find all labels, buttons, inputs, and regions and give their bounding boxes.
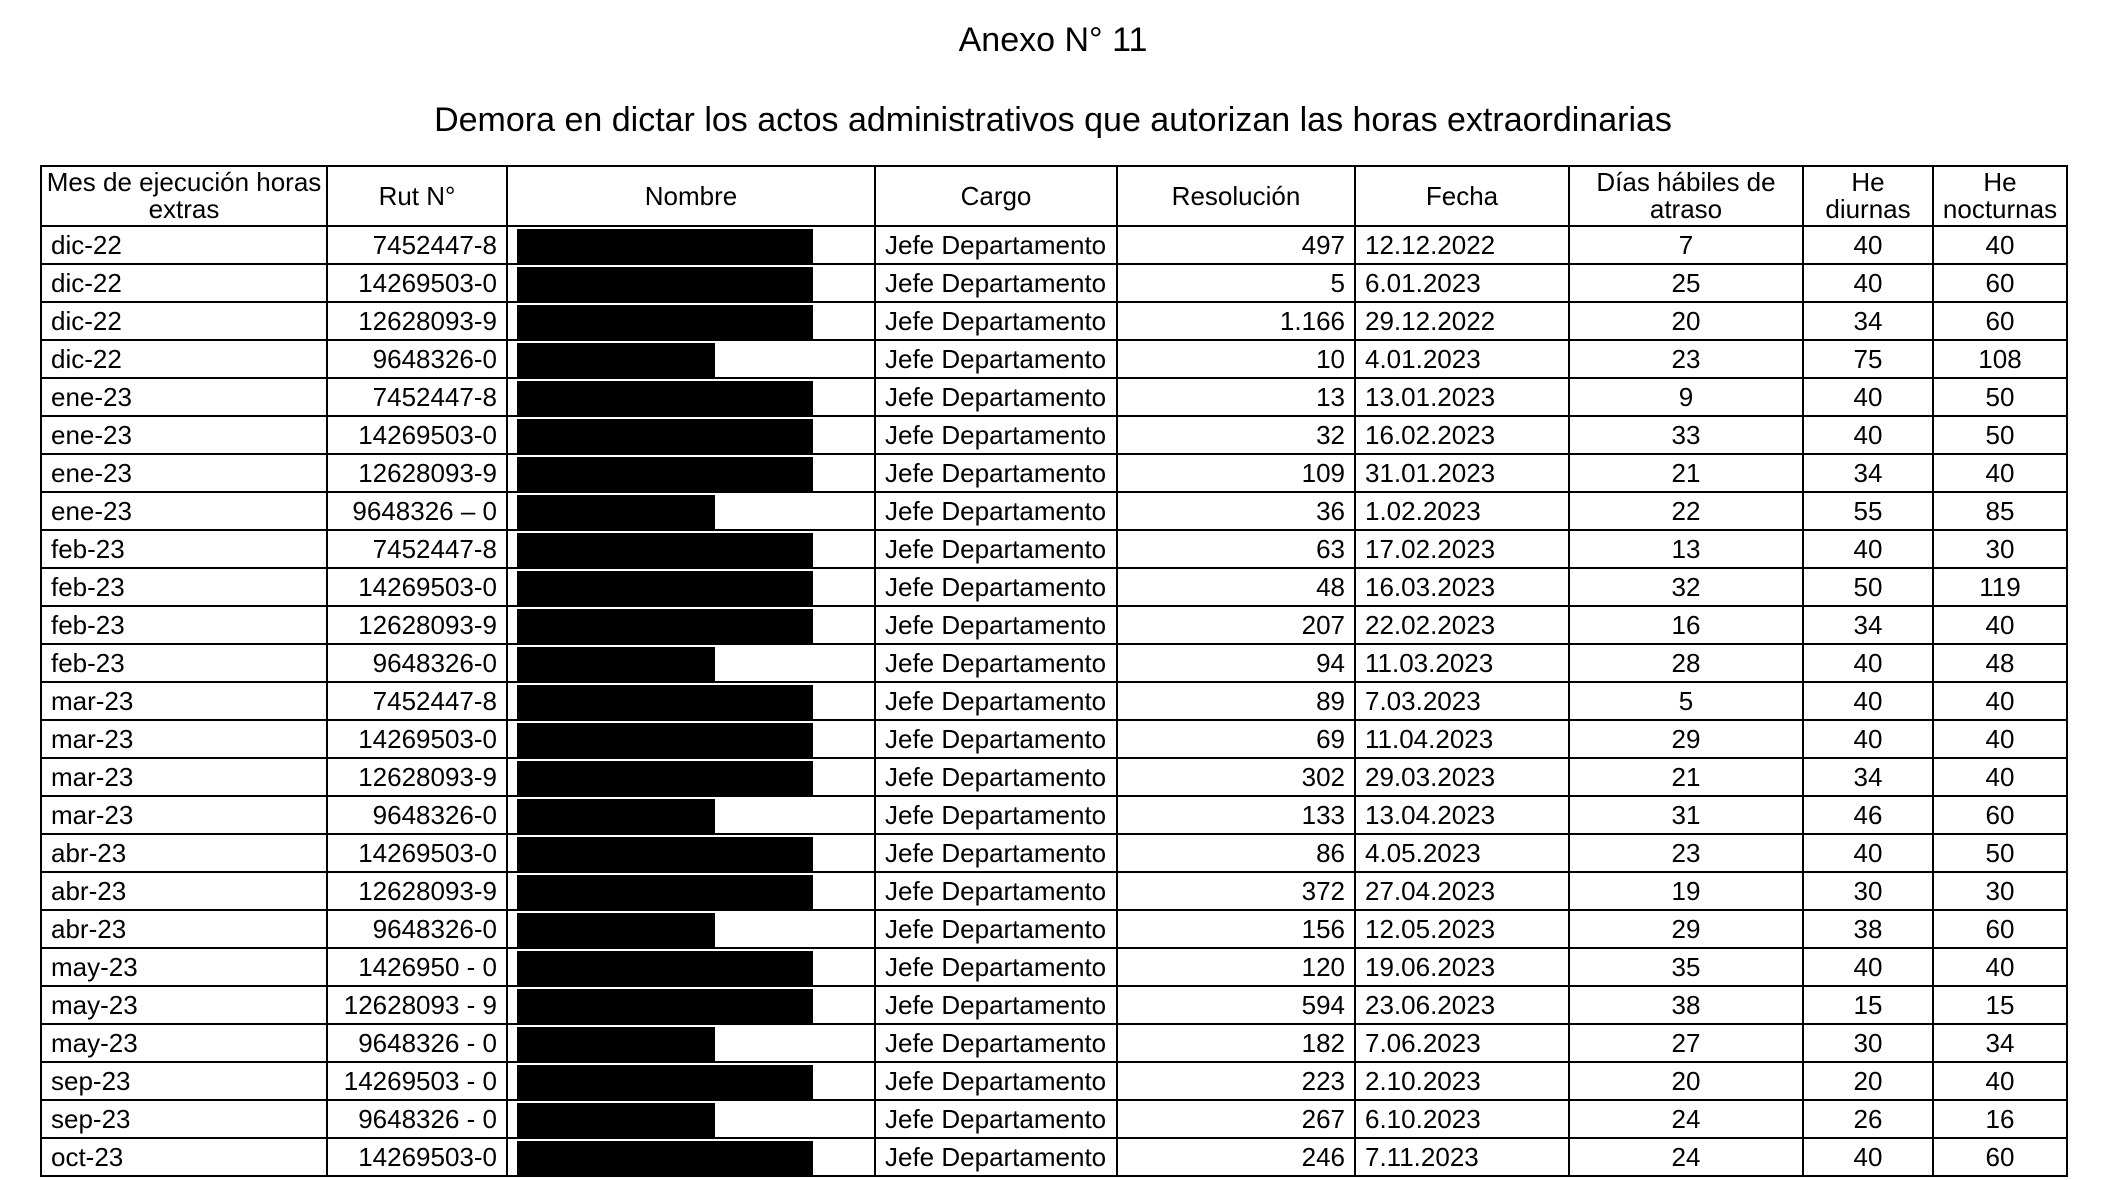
cell-he-diurnas: 46 <box>1803 796 1933 834</box>
header-mes: Mes de ejecución horas extras <box>41 166 327 226</box>
cell-nombre <box>507 986 875 1024</box>
cell-cargo: Jefe Departamento <box>875 1100 1117 1138</box>
cell-he-nocturnas: 50 <box>1933 378 2067 416</box>
cell-rut: 12628093-9 <box>327 872 507 910</box>
cell-dias: 29 <box>1569 720 1803 758</box>
cell-nombre <box>507 1062 875 1100</box>
table-row <box>41 1024 2067 1062</box>
cell-fecha: 16.03.2023 <box>1355 568 1569 606</box>
cell-fecha: 2.10.2023 <box>1355 1062 1569 1100</box>
cell-he-nocturnas: 50 <box>1933 416 2067 454</box>
cell-he-nocturnas: 40 <box>1933 606 2067 644</box>
cell-dias: 9 <box>1569 378 1803 416</box>
cell-he-diurnas: 34 <box>1803 302 1933 340</box>
cell-dias: 31 <box>1569 796 1803 834</box>
cell-mes: mar-23 <box>41 720 327 758</box>
cell-mes: dic-22 <box>41 302 327 340</box>
redaction-bar <box>517 343 715 377</box>
cell-cargo: Jefe Departamento <box>875 682 1117 720</box>
cell-fecha: 7.06.2023 <box>1355 1024 1569 1062</box>
cell-dias: 28 <box>1569 644 1803 682</box>
cell-rut: 14269503-0 <box>327 568 507 606</box>
cell-mes: feb-23 <box>41 606 327 644</box>
redaction-bar <box>517 647 715 681</box>
table-row <box>41 948 2067 986</box>
cell-fecha: 12.05.2023 <box>1355 910 1569 948</box>
cell-mes: dic-22 <box>41 340 327 378</box>
cell-fecha: 4.05.2023 <box>1355 834 1569 872</box>
cell-nombre <box>507 340 875 378</box>
cell-he-nocturnas: 50 <box>1933 834 2067 872</box>
cell-mes: may-23 <box>41 986 327 1024</box>
cell-dias: 19 <box>1569 872 1803 910</box>
cell-nombre <box>507 1138 875 1176</box>
document-subtitle: Demora en dictar los actos administrativos que autorizan las horas extraordinarias <box>434 101 1672 139</box>
cell-he-nocturnas: 16 <box>1933 1100 2067 1138</box>
redaction-bar <box>517 229 813 263</box>
cell-resolucion: 594 <box>1117 986 1355 1024</box>
cell-mes: ene-23 <box>41 416 327 454</box>
cell-resolucion: 267 <box>1117 1100 1355 1138</box>
cell-cargo: Jefe Departamento <box>875 302 1117 340</box>
redaction-bar <box>517 419 813 453</box>
table-row <box>41 910 2067 948</box>
cell-dias: 25 <box>1569 264 1803 302</box>
cell-fecha: 13.01.2023 <box>1355 378 1569 416</box>
cell-rut: 12628093-9 <box>327 454 507 492</box>
cell-he-diurnas: 40 <box>1803 378 1933 416</box>
redaction-bar <box>517 1141 813 1175</box>
cell-rut: 12628093-9 <box>327 302 507 340</box>
table-row <box>41 986 2067 1024</box>
cell-cargo: Jefe Departamento <box>875 226 1117 264</box>
cell-resolucion: 497 <box>1117 226 1355 264</box>
cell-mes: dic-22 <box>41 226 327 264</box>
cell-nombre <box>507 948 875 986</box>
cell-fecha: 19.06.2023 <box>1355 948 1569 986</box>
cell-resolucion: 13 <box>1117 378 1355 416</box>
cell-mes: ene-23 <box>41 378 327 416</box>
cell-nombre <box>507 416 875 454</box>
cell-he-nocturnas: 40 <box>1933 758 2067 796</box>
table-body <box>41 226 2067 1176</box>
cell-resolucion: 302 <box>1117 758 1355 796</box>
cell-cargo: Jefe Departamento <box>875 644 1117 682</box>
cell-resolucion: 94 <box>1117 644 1355 682</box>
cell-mes: ene-23 <box>41 454 327 492</box>
header-rut: Rut N° <box>327 166 507 226</box>
cell-he-nocturnas: 60 <box>1933 796 2067 834</box>
cell-dias: 38 <box>1569 986 1803 1024</box>
cell-cargo: Jefe Departamento <box>875 1062 1117 1100</box>
cell-he-nocturnas: 40 <box>1933 1062 2067 1100</box>
cell-rut: 7452447-8 <box>327 530 507 568</box>
cell-he-nocturnas: 85 <box>1933 492 2067 530</box>
cell-he-nocturnas: 15 <box>1933 986 2067 1024</box>
cell-fecha: 29.03.2023 <box>1355 758 1569 796</box>
cell-he-nocturnas: 40 <box>1933 454 2067 492</box>
redaction-bar <box>517 913 715 947</box>
cell-fecha: 7.11.2023 <box>1355 1138 1569 1176</box>
cell-resolucion: 48 <box>1117 568 1355 606</box>
redaction-bar <box>517 1065 813 1099</box>
cell-nombre <box>507 1024 875 1062</box>
cell-dias: 27 <box>1569 1024 1803 1062</box>
cell-he-diurnas: 40 <box>1803 264 1933 302</box>
overtime-delay-table <box>40 165 2068 1177</box>
redaction-bar <box>517 571 813 605</box>
cell-he-diurnas: 50 <box>1803 568 1933 606</box>
cell-dias: 32 <box>1569 568 1803 606</box>
cell-resolucion: 63 <box>1117 530 1355 568</box>
cell-mes: oct-23 <box>41 1138 327 1176</box>
table-row <box>41 682 2067 720</box>
cell-fecha: 17.02.2023 <box>1355 530 1569 568</box>
cell-fecha: 7.03.2023 <box>1355 682 1569 720</box>
cell-he-nocturnas: 60 <box>1933 910 2067 948</box>
cell-mes: abr-23 <box>41 910 327 948</box>
cell-mes: feb-23 <box>41 530 327 568</box>
cell-mes: mar-23 <box>41 758 327 796</box>
cell-he-nocturnas: 60 <box>1933 264 2067 302</box>
cell-resolucion: 69 <box>1117 720 1355 758</box>
cell-he-diurnas: 34 <box>1803 454 1933 492</box>
cell-rut: 9648326-0 <box>327 644 507 682</box>
redaction-bar <box>517 799 715 833</box>
cell-mes: abr-23 <box>41 834 327 872</box>
cell-dias: 35 <box>1569 948 1803 986</box>
cell-he-diurnas: 26 <box>1803 1100 1933 1138</box>
cell-he-diurnas: 15 <box>1803 986 1933 1024</box>
cell-he-diurnas: 38 <box>1803 910 1933 948</box>
cell-dias: 7 <box>1569 226 1803 264</box>
cell-resolucion: 86 <box>1117 834 1355 872</box>
cell-dias: 16 <box>1569 606 1803 644</box>
redaction-bar <box>517 609 813 643</box>
cell-cargo: Jefe Departamento <box>875 796 1117 834</box>
cell-mes: ene-23 <box>41 492 327 530</box>
table-row <box>41 416 2067 454</box>
cell-rut: 9648326-0 <box>327 340 507 378</box>
table-row <box>41 1062 2067 1100</box>
cell-he-diurnas: 30 <box>1803 1024 1933 1062</box>
cell-resolucion: 5 <box>1117 264 1355 302</box>
table-row <box>41 834 2067 872</box>
redaction-bar <box>517 685 813 719</box>
table-row <box>41 530 2067 568</box>
redaction-bar <box>517 457 813 491</box>
cell-he-diurnas: 75 <box>1803 340 1933 378</box>
cell-he-nocturnas: 30 <box>1933 872 2067 910</box>
table-row <box>41 226 2067 264</box>
cell-nombre <box>507 872 875 910</box>
cell-nombre <box>507 302 875 340</box>
cell-fecha: 13.04.2023 <box>1355 796 1569 834</box>
cell-fecha: 23.06.2023 <box>1355 986 1569 1024</box>
cell-cargo: Jefe Departamento <box>875 986 1117 1024</box>
redaction-bar <box>517 951 813 985</box>
cell-dias: 24 <box>1569 1100 1803 1138</box>
cell-resolucion: 223 <box>1117 1062 1355 1100</box>
table-row <box>41 454 2067 492</box>
cell-mes: may-23 <box>41 1024 327 1062</box>
cell-resolucion: 120 <box>1117 948 1355 986</box>
cell-fecha: 6.10.2023 <box>1355 1100 1569 1138</box>
cell-fecha: 31.01.2023 <box>1355 454 1569 492</box>
cell-mes: sep-23 <box>41 1100 327 1138</box>
header-nombre: Nombre <box>507 166 875 226</box>
table-row <box>41 492 2067 530</box>
table-row <box>41 720 2067 758</box>
redaction-bar <box>517 1103 715 1137</box>
cell-dias: 21 <box>1569 454 1803 492</box>
cell-mes: mar-23 <box>41 682 327 720</box>
cell-he-nocturnas: 40 <box>1933 682 2067 720</box>
document-title: Anexo N° 11 <box>958 21 1148 59</box>
cell-resolucion: 10 <box>1117 340 1355 378</box>
cell-nombre <box>507 644 875 682</box>
cell-mes: mar-23 <box>41 796 327 834</box>
cell-fecha: 27.04.2023 <box>1355 872 1569 910</box>
cell-fecha: 16.02.2023 <box>1355 416 1569 454</box>
cell-resolucion: 109 <box>1117 454 1355 492</box>
cell-nombre <box>507 492 875 530</box>
redaction-bar <box>517 495 715 529</box>
cell-cargo: Jefe Departamento <box>875 340 1117 378</box>
cell-resolucion: 1.166 <box>1117 302 1355 340</box>
redaction-bar <box>517 533 813 567</box>
redaction-bar <box>517 761 813 795</box>
cell-fecha: 11.03.2023 <box>1355 644 1569 682</box>
cell-he-nocturnas: 48 <box>1933 644 2067 682</box>
redaction-bar <box>517 381 813 415</box>
cell-nombre <box>507 378 875 416</box>
table-row <box>41 568 2067 606</box>
cell-he-nocturnas: 40 <box>1933 948 2067 986</box>
cell-rut: 9648326 – 0 <box>327 492 507 530</box>
cell-cargo: Jefe Departamento <box>875 872 1117 910</box>
cell-rut: 7452447-8 <box>327 682 507 720</box>
cell-dias: 20 <box>1569 1062 1803 1100</box>
cell-dias: 22 <box>1569 492 1803 530</box>
cell-dias: 33 <box>1569 416 1803 454</box>
cell-rut: 12628093-9 <box>327 758 507 796</box>
cell-he-diurnas: 30 <box>1803 872 1933 910</box>
redaction-bar <box>517 989 813 1023</box>
cell-nombre <box>507 568 875 606</box>
cell-he-diurnas: 40 <box>1803 834 1933 872</box>
redaction-bar <box>517 875 813 909</box>
cell-resolucion: 89 <box>1117 682 1355 720</box>
header-cargo: Cargo <box>875 166 1117 226</box>
cell-nombre <box>507 682 875 720</box>
cell-cargo: Jefe Departamento <box>875 492 1117 530</box>
cell-rut: 9648326-0 <box>327 910 507 948</box>
cell-rut: 14269503 - 0 <box>327 1062 507 1100</box>
cell-cargo: Jefe Departamento <box>875 758 1117 796</box>
cell-he-nocturnas: 34 <box>1933 1024 2067 1062</box>
cell-he-diurnas: 40 <box>1803 1138 1933 1176</box>
table-row <box>41 264 2067 302</box>
cell-fecha: 12.12.2022 <box>1355 226 1569 264</box>
cell-he-diurnas: 34 <box>1803 758 1933 796</box>
cell-rut: 12628093-9 <box>327 606 507 644</box>
cell-fecha: 22.02.2023 <box>1355 606 1569 644</box>
table-row <box>41 1100 2067 1138</box>
cell-rut: 14269503-0 <box>327 264 507 302</box>
cell-cargo: Jefe Departamento <box>875 910 1117 948</box>
cell-mes: feb-23 <box>41 568 327 606</box>
cell-resolucion: 156 <box>1117 910 1355 948</box>
cell-dias: 29 <box>1569 910 1803 948</box>
table-row <box>41 872 2067 910</box>
cell-resolucion: 207 <box>1117 606 1355 644</box>
cell-nombre <box>507 1100 875 1138</box>
cell-nombre <box>507 264 875 302</box>
cell-fecha: 6.01.2023 <box>1355 264 1569 302</box>
cell-dias: 24 <box>1569 1138 1803 1176</box>
cell-rut: 14269503-0 <box>327 416 507 454</box>
cell-he-nocturnas: 60 <box>1933 1138 2067 1176</box>
cell-he-diurnas: 40 <box>1803 682 1933 720</box>
cell-mes: sep-23 <box>41 1062 327 1100</box>
table-row <box>41 606 2067 644</box>
cell-cargo: Jefe Departamento <box>875 1138 1117 1176</box>
cell-cargo: Jefe Departamento <box>875 606 1117 644</box>
cell-nombre <box>507 834 875 872</box>
cell-mes: dic-22 <box>41 264 327 302</box>
cell-he-nocturnas: 40 <box>1933 720 2067 758</box>
cell-he-diurnas: 40 <box>1803 416 1933 454</box>
cell-resolucion: 32 <box>1117 416 1355 454</box>
redaction-bar <box>517 723 813 757</box>
cell-nombre <box>507 226 875 264</box>
cell-resolucion: 133 <box>1117 796 1355 834</box>
cell-cargo: Jefe Departamento <box>875 454 1117 492</box>
cell-rut: 1426950 - 0 <box>327 948 507 986</box>
table-row <box>41 796 2067 834</box>
cell-rut: 9648326-0 <box>327 796 507 834</box>
header-dias: Días hábiles de atraso <box>1569 166 1803 226</box>
cell-he-diurnas: 55 <box>1803 492 1933 530</box>
table-row <box>41 644 2067 682</box>
table-row <box>41 1138 2067 1176</box>
cell-mes: abr-23 <box>41 872 327 910</box>
cell-rut: 14269503-0 <box>327 834 507 872</box>
cell-resolucion: 246 <box>1117 1138 1355 1176</box>
cell-dias: 23 <box>1569 340 1803 378</box>
cell-he-nocturnas: 60 <box>1933 302 2067 340</box>
cell-nombre <box>507 454 875 492</box>
cell-rut: 14269503-0 <box>327 720 507 758</box>
cell-he-nocturnas: 40 <box>1933 226 2067 264</box>
cell-he-diurnas: 40 <box>1803 948 1933 986</box>
header-resolucion: Resolución <box>1117 166 1355 226</box>
cell-nombre <box>507 530 875 568</box>
cell-he-diurnas: 20 <box>1803 1062 1933 1100</box>
cell-nombre <box>507 796 875 834</box>
cell-fecha: 1.02.2023 <box>1355 492 1569 530</box>
cell-fecha: 4.01.2023 <box>1355 340 1569 378</box>
cell-cargo: Jefe Departamento <box>875 530 1117 568</box>
cell-resolucion: 182 <box>1117 1024 1355 1062</box>
table-row <box>41 302 2067 340</box>
cell-nombre <box>507 720 875 758</box>
cell-nombre <box>507 910 875 948</box>
cell-cargo: Jefe Departamento <box>875 378 1117 416</box>
cell-nombre <box>507 758 875 796</box>
table-row <box>41 378 2067 416</box>
cell-cargo: Jefe Departamento <box>875 264 1117 302</box>
cell-cargo: Jefe Departamento <box>875 416 1117 454</box>
header-he-diurnas: He diurnas <box>1803 166 1933 226</box>
cell-he-nocturnas: 108 <box>1933 340 2067 378</box>
redaction-bar <box>517 305 813 339</box>
table-row <box>41 340 2067 378</box>
table-row <box>41 758 2067 796</box>
cell-he-diurnas: 40 <box>1803 720 1933 758</box>
header-he-nocturnas: He nocturnas <box>1933 166 2067 226</box>
cell-rut: 9648326 - 0 <box>327 1024 507 1062</box>
cell-rut: 14269503-0 <box>327 1138 507 1176</box>
cell-cargo: Jefe Departamento <box>875 1024 1117 1062</box>
cell-he-nocturnas: 30 <box>1933 530 2067 568</box>
table-header-row <box>41 166 2067 226</box>
cell-mes: feb-23 <box>41 644 327 682</box>
cell-mes: may-23 <box>41 948 327 986</box>
cell-dias: 20 <box>1569 302 1803 340</box>
cell-he-diurnas: 40 <box>1803 530 1933 568</box>
cell-cargo: Jefe Departamento <box>875 948 1117 986</box>
cell-dias: 13 <box>1569 530 1803 568</box>
cell-resolucion: 36 <box>1117 492 1355 530</box>
cell-he-diurnas: 40 <box>1803 644 1933 682</box>
redaction-bar <box>517 1027 715 1061</box>
cell-fecha: 29.12.2022 <box>1355 302 1569 340</box>
cell-cargo: Jefe Departamento <box>875 568 1117 606</box>
cell-rut: 9648326 - 0 <box>327 1100 507 1138</box>
redaction-bar <box>517 267 813 301</box>
cell-rut: 7452447-8 <box>327 226 507 264</box>
cell-resolucion: 372 <box>1117 872 1355 910</box>
cell-dias: 21 <box>1569 758 1803 796</box>
cell-dias: 5 <box>1569 682 1803 720</box>
cell-rut: 7452447-8 <box>327 378 507 416</box>
cell-cargo: Jefe Departamento <box>875 720 1117 758</box>
redaction-bar <box>517 837 813 871</box>
cell-dias: 23 <box>1569 834 1803 872</box>
cell-rut: 12628093 - 9 <box>327 986 507 1024</box>
header-fecha: Fecha <box>1355 166 1569 226</box>
cell-he-diurnas: 34 <box>1803 606 1933 644</box>
cell-nombre <box>507 606 875 644</box>
cell-cargo: Jefe Departamento <box>875 834 1117 872</box>
cell-he-nocturnas: 119 <box>1933 568 2067 606</box>
cell-he-diurnas: 40 <box>1803 226 1933 264</box>
cell-fecha: 11.04.2023 <box>1355 720 1569 758</box>
